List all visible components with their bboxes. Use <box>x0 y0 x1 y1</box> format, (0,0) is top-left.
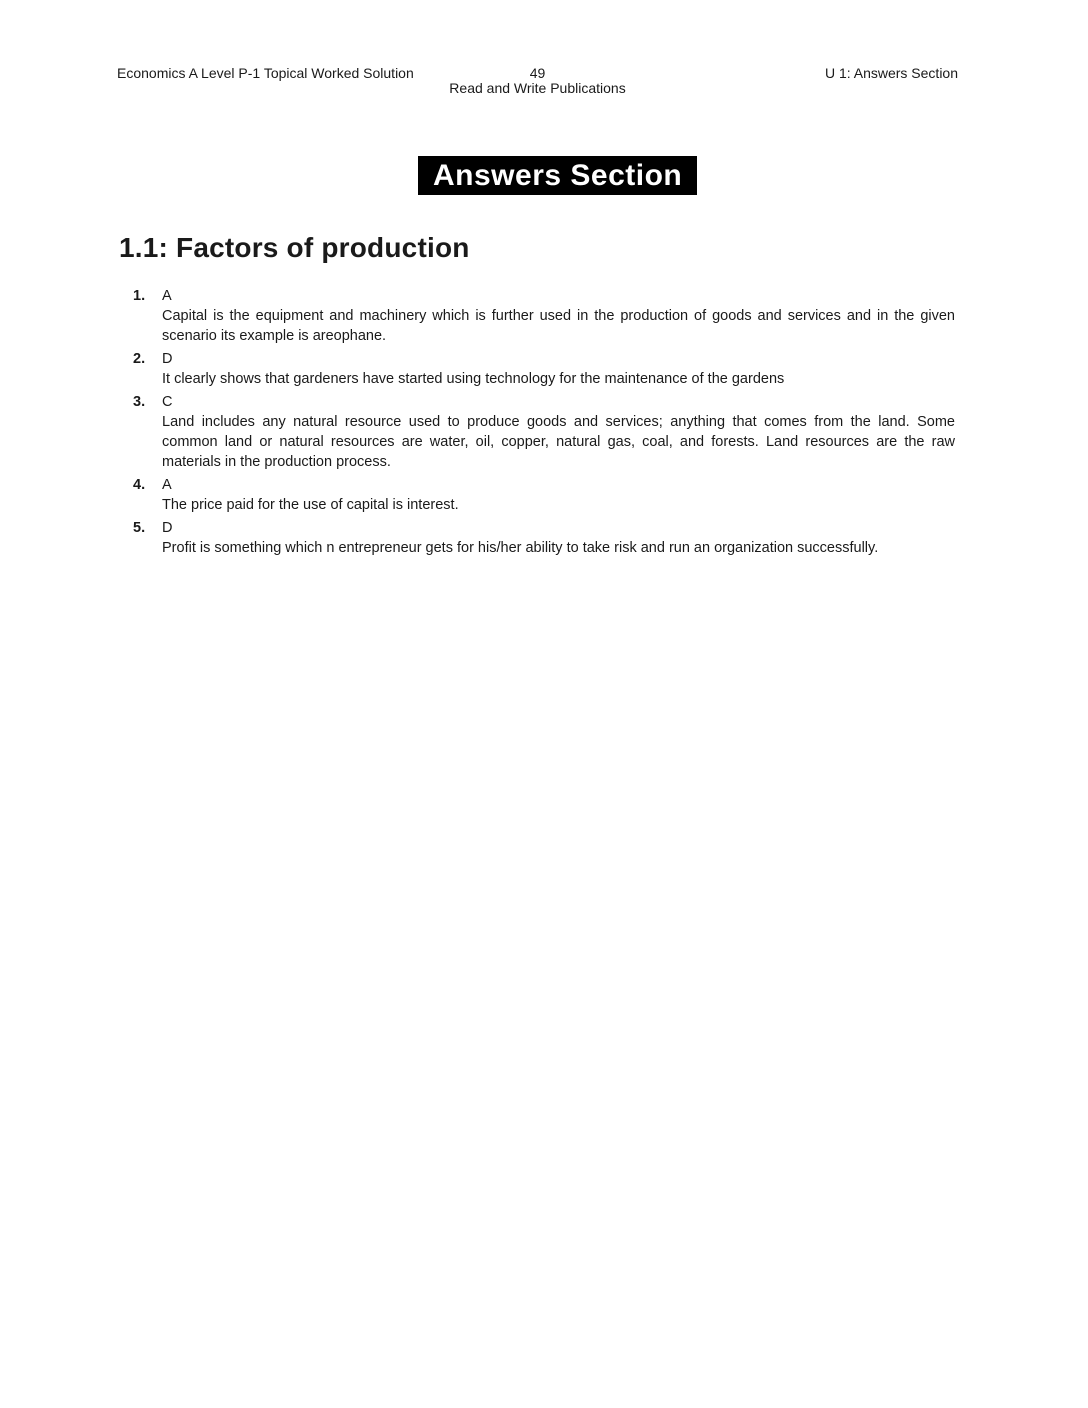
answer-item <box>133 286 955 346</box>
answer-explanation: The price paid for the use of capital is interest. <box>162 497 459 513</box>
answer-choice-letter: A <box>162 288 172 304</box>
header-page-number: 49 <box>529 65 546 81</box>
page-header <box>117 66 958 96</box>
answer-number: 5. <box>133 520 146 536</box>
answer-explanation: Land includes any natural resource used to produce goods and services; anything that comes from the land. Some common land or natural resources are water, oil, copper, natural gas, coal, and forests. Land resources are the raw materials in the production process. <box>162 414 955 470</box>
header-unit-title: U 1: Answers Section <box>824 65 958 81</box>
answer-number: 1. <box>133 288 146 304</box>
answers-list <box>133 286 955 558</box>
answer-item <box>133 392 955 472</box>
answer-body <box>162 392 955 472</box>
answer-choice-letter: C <box>162 394 173 410</box>
answer-explanation: Profit is something which n entrepreneur gets for his/her ability to take risk and run an organization successfully. <box>162 540 879 556</box>
header-book-title: Economics A Level P-1 Topical Worked Solution <box>117 65 414 81</box>
header-publisher: Read and Write Publications <box>449 80 626 96</box>
answers-section-banner: Answers Section <box>418 156 697 195</box>
section-heading: 1.1: Factors of production <box>119 232 470 263</box>
answer-choice-letter: A <box>162 477 172 493</box>
answer-number: 4. <box>133 477 146 493</box>
answer-body <box>162 286 955 346</box>
answer-item <box>133 518 955 558</box>
answer-choice-letter: D <box>162 520 173 536</box>
answer-explanation: It clearly shows that gardeners have started using technology for the maintenance of the gardens <box>162 371 785 387</box>
answer-explanation: Capital is the equipment and machinery which is further used in the production of goods and services and in the given scenario its example is areophane. <box>162 308 955 344</box>
banner-row <box>0 156 1088 195</box>
answer-item <box>133 349 955 389</box>
answer-body <box>162 349 955 389</box>
answer-choice-letter: D <box>162 351 173 367</box>
answer-number: 3. <box>133 394 146 410</box>
answer-body <box>162 518 955 558</box>
answer-number: 2. <box>133 351 146 367</box>
answer-item <box>133 475 955 515</box>
answer-body <box>162 475 955 515</box>
header-center-block <box>449 66 625 96</box>
